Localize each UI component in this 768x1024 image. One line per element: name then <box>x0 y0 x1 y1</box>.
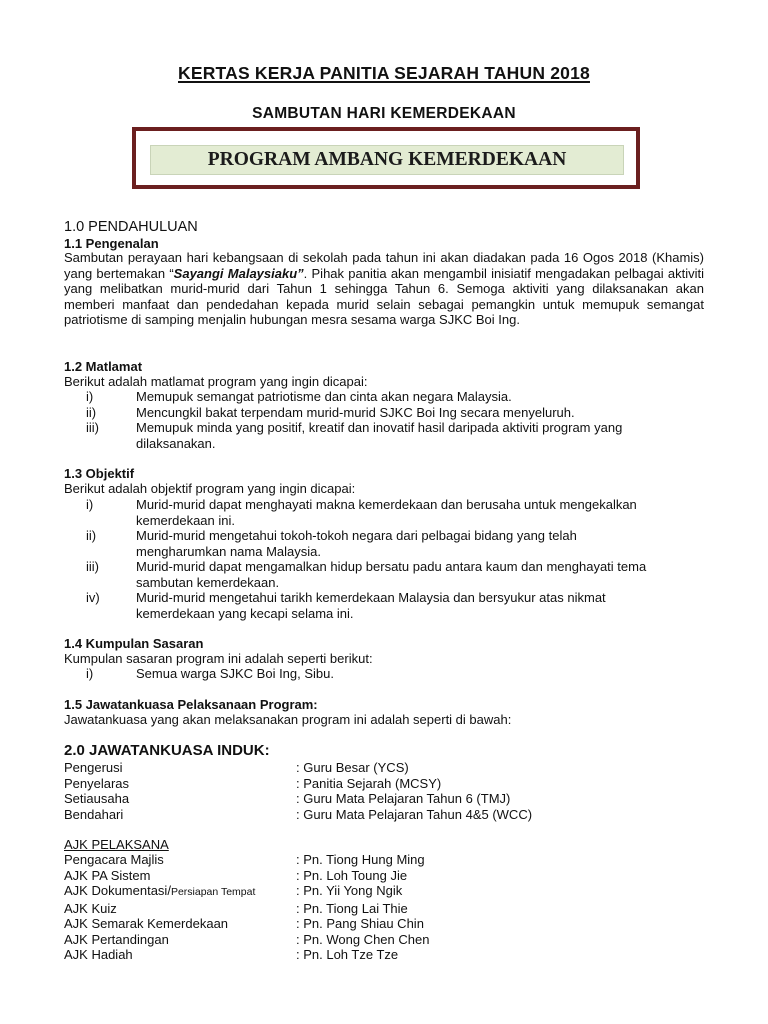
committee-row: Pengacara Majlis : Pn. Tiong Hung Ming <box>64 852 425 867</box>
list-item: iii) Memupuk minda yang positif, kreatif dan inovatif hasil daripada aktiviti program yang dilaksanakan. <box>86 420 623 451</box>
kumpulan-sasaran-intro: Kumpulan sasaran program ini adalah seperti berikut: <box>64 651 373 666</box>
list-item: i) Memupuk semangat patriotisme dan cinta akan negara Malaysia. <box>86 389 512 404</box>
kumpulan-sasaran-list <box>64 666 704 682</box>
subheading-jawatankuasa-pelaksanaan: 1.5 Jawatankuasa Pelaksanaan Program: <box>64 697 318 712</box>
matlamat-list <box>64 389 704 451</box>
list-item: i) Murid-murid dapat menghayati makna kemerdekaan dan berusaha untuk mengekalkan kemerdekaan ini. <box>86 497 637 528</box>
objektif-intro: Berikut adalah objektif program yang ingin dicapai: <box>64 481 356 496</box>
jawatankuasa-induk-list <box>64 760 704 822</box>
committee-row: AJK Pertandingan : Pn. Wong Chen Chen <box>64 931 430 947</box>
list-item: i) Semua warga SJKC Boi Ing, Sibu. <box>86 666 334 681</box>
section-heading-pendahuluan: 1.0 PENDAHULUAN <box>64 219 198 235</box>
list-item: ii) Mencungkil bakat terpendam murid-murid SJKC Boi Ing secara menyeluruh. <box>86 404 575 420</box>
subheading-kumpulan-sasaran: 1.4 Kumpulan Sasaran <box>64 636 204 651</box>
jawatankuasa-intro: Jawatankuasa yang akan melaksanakan program ini adalah seperti di bawah: <box>64 712 512 727</box>
paragraph-pengenalan: Sambutan perayaan hari kebangsaan di sekolah pada tahun ini akan diadakan pada 16 Ogos 2018 (Khamis) yang bertemakan “Sayangi Malaysiaku”. Pihak panitia akan mengambil inisiatif mengadakan pelbagai aktiviti yang melibatkan murid-murid dari Tahun 1 sehingga Tahun 6. Semoga aktiviti yang dilaksanakan akan memberi manfaat dan pendedahan kepada murid selain sebagai pemangkin untuk memupuk semangat patriotisme di samping menjalin hubungan mesra sesama warga SJKC Boi Ing. <box>64 250 705 327</box>
committee-row: Bendahari : Guru Mata Pelajaran Tahun 4&5 (WCC) <box>64 806 533 822</box>
committee-row: AJK Semarak Kemerdekaan : Pn. Pang Shiau Chin <box>64 916 424 931</box>
program-banner-title: PROGRAM AMBANG KEMERDEKAAN <box>150 145 624 175</box>
committee-row: Pengerusi : Guru Besar (YCS) <box>64 760 409 775</box>
subheading-matlamat: 1.2 Matlamat <box>64 359 143 374</box>
program-banner <box>132 127 640 189</box>
committee-row: Setiausaha : Guru Mata Pelajaran Tahun 6 (TMJ) <box>64 791 511 806</box>
list-item: iv) Murid-murid mengetahui tarikh kemerdekaan Malaysia dan bersyukur atas nikmat kemerdekaan yang kecapi selama ini. <box>86 590 606 621</box>
matlamat-intro: Berikut adalah matlamat program yang ingin dicapai: <box>64 374 368 389</box>
subheading-pengenalan: 1.1 Pengenalan <box>64 236 159 251</box>
committee-row: AJK Kuiz : Pn. Tiong Lai Thie <box>64 900 408 916</box>
theme-text: Sayangi Malaysiaku” <box>173 265 304 281</box>
committee-row: AJK Dokumentasi/Persiapan Tempat : Pn. Yii Yong Ngik <box>64 883 403 898</box>
objektif-list <box>64 497 704 621</box>
subheading-objektif: 1.3 Objektif <box>64 466 135 481</box>
committee-row: AJK PA Sistem : Pn. Loh Toung Jie <box>64 867 408 883</box>
document-subtitle: SAMBUTAN HARI KEMERDEKAAN <box>252 105 516 122</box>
ajk-pelaksana-heading: AJK PELAKSANA <box>64 837 169 852</box>
committee-row: AJK Hadiah : Pn. Loh Tze Tze <box>64 947 399 962</box>
ajk-pelaksana-list <box>64 852 704 963</box>
document-title: KERTAS KERJA PANITIA SEJARAH TAHUN 2018 <box>178 63 590 83</box>
list-item: iii) Murid-murid dapat mengamalkan hidup bersatu padu antara kaum dan menghayati tema sambutan kemerdekaan. <box>86 559 647 590</box>
section-heading-jawatankuasa-induk: 2.0 JAWATANKUASA INDUK: <box>64 742 270 759</box>
list-item: ii) Murid-murid mengetahui tokoh-tokoh negara dari pelbagai bidang yang telah mengharumkan nama Malaysia. <box>86 528 577 559</box>
committee-row: Penyelaras : Panitia Sejarah (MCSY) <box>64 775 442 791</box>
